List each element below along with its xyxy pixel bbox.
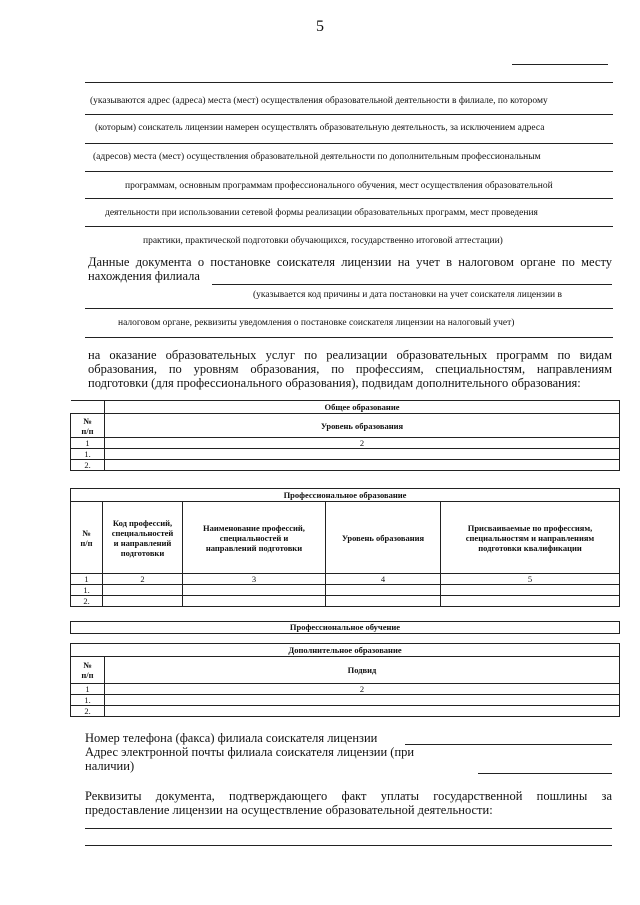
table-cell[interactable] xyxy=(105,706,620,717)
address-note-line: практики, практической подготовки обучающихся, государственно итоговой аттестации) xyxy=(143,236,503,246)
fill-line[interactable] xyxy=(85,171,613,172)
payment-paragraph-line: Реквизиты документа, подтверждающего факт уплаты государственной пошлины за xyxy=(85,789,612,803)
row-number: 1. xyxy=(71,449,105,460)
table-cell[interactable] xyxy=(105,460,620,471)
services-paragraph-line: на оказание образовательных услуг по реализации образовательных программ по видам xyxy=(88,348,612,362)
services-paragraph-line: подготовки (для профессионального образования), подвидам дополнительного образования: xyxy=(88,376,581,390)
phone-label: Номер телефона (факса) филиала соискателя лицензии xyxy=(85,731,378,745)
index-cell: 2 xyxy=(105,684,620,695)
col-qualification-header: Присваиваемые по профессиям, специальностям и направлениям подготовки квалификации xyxy=(441,502,620,574)
col-level-header: Уровень образования xyxy=(326,502,441,574)
index-cell: 4 xyxy=(326,574,441,585)
row-number: 1. xyxy=(71,585,103,596)
fill-line[interactable] xyxy=(212,284,612,285)
email-label-cont: наличии) xyxy=(85,759,135,773)
address-note-line: программам, основным программам профессионального обучения, мест осуществления образовательной xyxy=(125,181,553,191)
col-code-header: Код профессий, специальностей и направлений подготовки xyxy=(103,502,183,574)
address-note-line: деятельности при использовании сетевой формы реализации образовательных программ, мест проведения xyxy=(105,208,538,218)
fill-line[interactable] xyxy=(85,337,613,338)
email-label: Адрес электронной почты филиала соискателя лицензии (при xyxy=(85,745,415,759)
col-num-header: № п/п xyxy=(71,502,103,574)
index-cell: 3 xyxy=(183,574,326,585)
row-number: 2. xyxy=(71,460,105,471)
index-cell: 1 xyxy=(71,574,103,585)
table-cell[interactable] xyxy=(326,585,441,596)
fill-line[interactable] xyxy=(512,64,608,65)
fill-line[interactable] xyxy=(85,143,613,144)
page-number: 5 xyxy=(316,18,324,35)
phone-fill-line[interactable] xyxy=(405,744,612,745)
fill-line[interactable] xyxy=(85,845,612,846)
email-fill-line[interactable] xyxy=(478,773,612,774)
tax-heading: Данные документа о постановке соискателя лицензии на учет в налоговом органе по месту xyxy=(88,255,612,269)
payment-paragraph-line: предоставление лицензии на осуществление образовательной деятельности: xyxy=(85,803,493,817)
table-cell[interactable] xyxy=(103,596,183,607)
fill-line[interactable] xyxy=(85,198,613,199)
additional-ed-title: Дополнительное образование xyxy=(71,644,620,657)
index-cell: 5 xyxy=(441,574,620,585)
tax-note-line: (указывается код причины и дата постановки на учет соискателя лицензии в xyxy=(253,290,562,300)
row-number: 2. xyxy=(71,706,105,717)
col-num-header: № п/п xyxy=(71,657,105,684)
table-cell[interactable] xyxy=(105,449,620,460)
table-cell[interactable] xyxy=(183,596,326,607)
general-education-table xyxy=(70,400,620,471)
col-level-header: Уровень образования xyxy=(105,414,620,438)
col-num-header: № п/п xyxy=(71,414,105,438)
address-note-line: (адресов) места (мест) осуществления образовательной деятельности по дополнительным профессиональным xyxy=(93,152,541,162)
services-paragraph-line: образования, по уровням образования, по профессиям, специальностям, направлениям xyxy=(88,362,612,376)
table-cell[interactable] xyxy=(105,695,620,706)
fill-line[interactable] xyxy=(85,226,613,227)
table-cell[interactable] xyxy=(441,596,620,607)
fill-line[interactable] xyxy=(85,114,613,115)
additional-education-table xyxy=(70,643,620,717)
index-cell: 1 xyxy=(71,684,105,695)
row-number: 1. xyxy=(71,695,105,706)
col-subtype-header: Подвид xyxy=(105,657,620,684)
address-note-line: (которым) соискатель лицензии намерен осуществлять образовательную деятельность, за исключением адреса xyxy=(95,123,545,133)
professional-training-box xyxy=(70,621,620,634)
table-cell[interactable] xyxy=(103,585,183,596)
table-cell[interactable] xyxy=(441,585,620,596)
general-ed-title: Общее образование xyxy=(105,401,620,414)
index-cell: 2 xyxy=(103,574,183,585)
prof-training-title: Профессиональное обучение xyxy=(289,622,401,632)
tax-heading-cont: нахождения филиала xyxy=(88,269,200,283)
address-note-line: (указываются адрес (адреса) места (мест) осуществления образовательной деятельности в филиале, по которому xyxy=(90,96,548,106)
index-cell: 2 xyxy=(105,438,620,449)
col-name-header: Наименование профессий, специальностей и направлений подготовки xyxy=(183,502,326,574)
fill-line[interactable] xyxy=(85,308,613,309)
fill-line[interactable] xyxy=(85,828,612,829)
table-cell[interactable] xyxy=(183,585,326,596)
prof-ed-title: Профессиональное образование xyxy=(71,489,620,502)
table-cell[interactable] xyxy=(326,596,441,607)
row-number: 2. xyxy=(71,596,103,607)
professional-education-table xyxy=(70,488,620,607)
fill-line[interactable] xyxy=(85,82,613,83)
index-cell: 1 xyxy=(71,438,105,449)
tax-note-line: налоговом органе, реквизиты уведомления о постановке соискателя лицензии на налоговый учет) xyxy=(118,318,515,328)
